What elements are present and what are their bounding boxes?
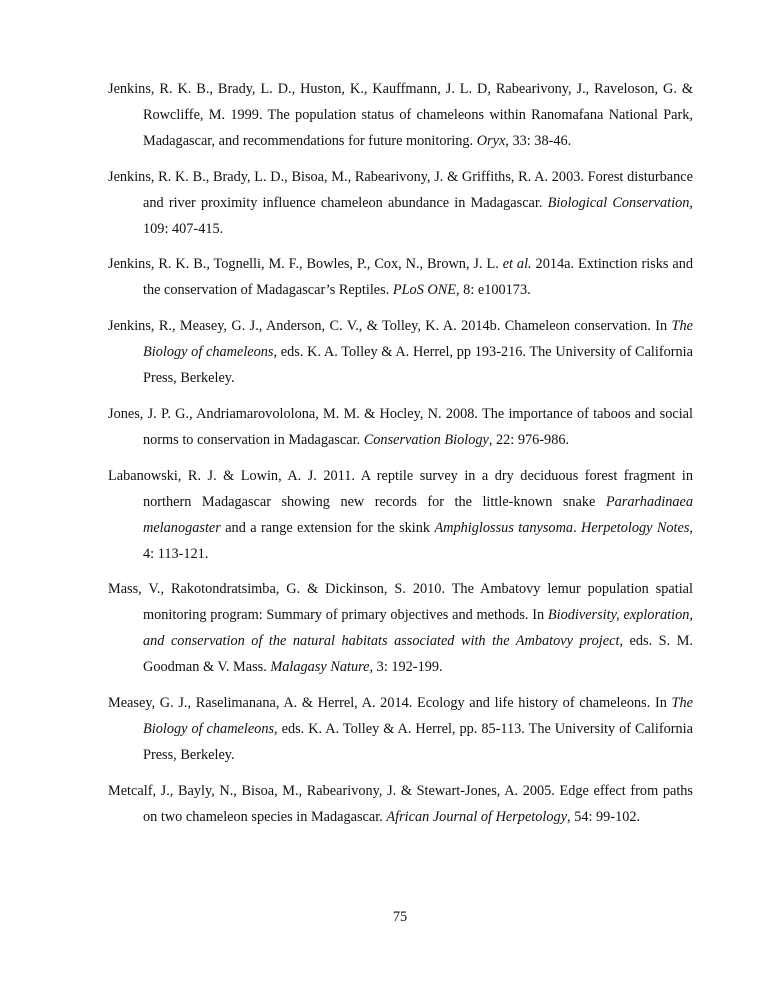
reference-entry bbox=[108, 77, 693, 155]
reference-italic-text: PLoS ONE bbox=[392, 282, 457, 299]
reference-text: , 54: 99-102. bbox=[567, 808, 641, 825]
reference-italic-text: Amphiglossus tanysoma bbox=[434, 519, 574, 536]
reference-text: , 109: 407-415. bbox=[143, 194, 693, 237]
reference-text: , eds. K. A. Tolley & A. Herrel, pp 193-216. The University of California Press, Berkeley. bbox=[143, 344, 693, 387]
reference-entry bbox=[108, 165, 693, 243]
reference-text: Jenkins, R. K. B., Brady, L. D., Bisoa, M., Rabearivony, J. & Griffiths, R. A. 2003. Forest disturbance and river proximity influence chameleon abundance in Madagascar. bbox=[108, 168, 693, 211]
reference-text: Jenkins, R., Measey, G. J., Anderson, C. V., & Tolley, K. A. 2014b. Chameleon conservation. In bbox=[108, 318, 672, 335]
reference-text: 2014a. Extinction risks and the conservation of Madagascar’s Reptiles. bbox=[143, 256, 694, 299]
reference-italic-text: Pararhadinaea melanogaster bbox=[143, 493, 693, 536]
reference-text: Mass, V., Rakotondratsimba, G. & Dickinson, S. 2010. The Ambatovy lemur population spatial monitoring program: Summary of primary objectives and methods. In bbox=[108, 581, 693, 624]
page-number: 75 bbox=[392, 909, 408, 925]
reference-text: , 3: 192-199. bbox=[369, 659, 443, 676]
reference-text: and a range extension for the skink bbox=[220, 519, 435, 536]
reference-list bbox=[108, 77, 693, 841]
reference-entry bbox=[108, 252, 693, 304]
reference-text: , 4: 113-121. bbox=[143, 519, 693, 562]
reference-italic-text: Conservation Biology bbox=[363, 431, 489, 448]
reference-entry bbox=[108, 691, 693, 769]
reference-text: Labanowski, R. J. & Lowin, A. J. 2011. A reptile survey in a dry deciduous forest fragment in northern Madagascar showing new records for the little-known snake bbox=[108, 467, 693, 510]
reference-italic-text: Herpetology Notes bbox=[581, 519, 690, 536]
reference-italic-text: et al. bbox=[502, 256, 532, 273]
reference-text: . bbox=[573, 519, 582, 536]
reference-text: Jones, J. P. G., Andriamarovololona, M. M. & Hocley, N. 2008. The importance of taboos and social norms to conservation in Madagascar. bbox=[108, 405, 693, 448]
reference-italic-text: African Journal of Herpetology bbox=[386, 808, 568, 825]
reference-entry bbox=[108, 402, 693, 454]
reference-text: Metcalf, J., Bayly, N., Bisoa, M., Rabearivony, J. & Stewart-Jones, A. 2005. Edge effect from paths on two chameleon species in Madagascar. bbox=[108, 782, 693, 825]
reference-text: Measey, G. J., Raselimanana, A. & Herrel, A. 2014. Ecology and life history of chameleons. In bbox=[108, 695, 672, 712]
reference-italic-text: Biodiversity, exploration, and conservation of the natural habitats associated with the Ambatovy project bbox=[143, 607, 693, 650]
reference-italic-text: The Biology of chameleons bbox=[143, 318, 693, 361]
reference-italic-text: Malagasy Nature bbox=[270, 659, 370, 676]
reference-text: , eds. K. A. Tolley & A. Herrel, pp. 85-113. The University of California Press, Berkeley. bbox=[143, 720, 693, 763]
reference-text: , 8: e100173. bbox=[456, 282, 531, 299]
reference-entry bbox=[108, 779, 693, 831]
reference-italic-text: The Biology of chameleons bbox=[143, 695, 693, 737]
reference-text: , eds. S. M. Goodman & V. Mass. bbox=[143, 633, 693, 676]
reference-text: Jenkins, R. K. B., Tognelli, M. F., Bowles, P., Cox, N., Brown, J. L. bbox=[108, 256, 503, 273]
reference-italic-text: Oryx, bbox=[476, 132, 509, 149]
reference-entry bbox=[108, 577, 693, 681]
reference-entry bbox=[108, 314, 693, 392]
reference-italic-text: Biological Conservation bbox=[547, 194, 690, 211]
reference-entry bbox=[108, 464, 693, 568]
reference-text: , 22: 976-986. bbox=[488, 431, 570, 448]
reference-text: 33: 38-46. bbox=[508, 132, 572, 149]
reference-text: Jenkins, R. K. B., Brady, L. D., Huston, K., Kauffmann, J. L. D, Rabearivony, J., Raveloson, G. & Rowcliffe, M. 1999. The population status of chameleons within Ranomafana National Park, Madagascar, and recommendations for future monitoring. bbox=[108, 81, 693, 149]
